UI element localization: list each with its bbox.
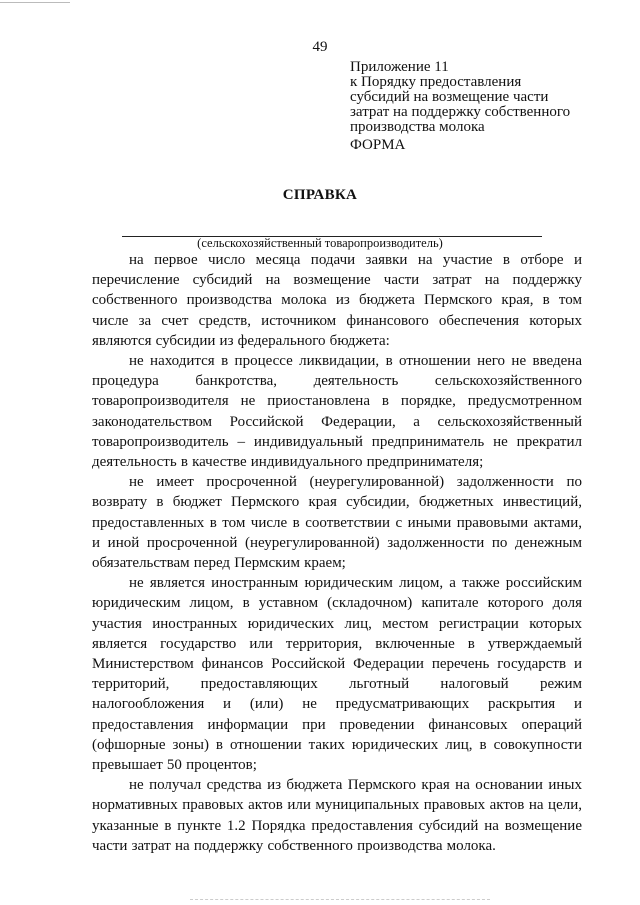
- page-number: 49: [312, 39, 328, 55]
- appendix-line: производства молока: [350, 119, 485, 135]
- appendix-reference: [350, 60, 600, 135]
- field-caption: (сельскохозяйственный товаропроизводитель): [197, 236, 443, 250]
- paragraph-intro: на первое число месяца подачи заявки на участие в отборе и перечисление субсидий на возмещение части затрат на поддержку собственного производства молока из бюджета Пермского края, в том числе за счет средств, источником финансового обеспечения которых являются субсидии из федерального бюджета:: [92, 252, 582, 349]
- paragraph-liquidation: не находится в процессе ликвидации, в отношении него не введена процедура банкротства, деятельность сельскохозяйственного товаропроизводителя не приостановлена в порядке, предусмотренном законодательством Российской Федерации, а сельскохозяйственный товаропроизводитель – индивидуальный предприниматель не прекратил деятельность в качестве индивидуального предпринимателя;: [92, 353, 582, 471]
- appendix-line: к Порядку предоставления: [350, 74, 522, 90]
- paragraph-other-funds: не получал средства из бюджета Пермского края на основании иных нормативных правовых актов или муниципальных правовых актов на цели, указанные в пункте 1.2 Порядка предоставления субсидий на возмещение части затрат на поддержку собственного производства молока.: [92, 777, 582, 854]
- scan-edge-mark: [0, 2, 70, 3]
- scan-edge-mark: [190, 899, 490, 900]
- form-label: ФОРМА: [350, 137, 406, 153]
- paragraph-debt: не имеет просроченной (неурегулированной) задолженности по возврату в бюджет Пермского края субсидии, бюджетных инвестиций, предоставленных в том числе в соответствии с иными правовыми актами, и иной просроченной (неурегулированной) задолженности по денежным обязательствам перед Пермским краем;: [92, 474, 582, 572]
- document-body: [92, 250, 582, 856]
- appendix-line: Приложение 11: [350, 59, 449, 75]
- appendix-line: субсидий на возмещение части: [350, 89, 549, 105]
- document-title: СПРАВКА: [282, 187, 358, 203]
- appendix-line: затрат на поддержку собственного: [350, 104, 571, 120]
- paragraph-foreign-entity: не является иностранным юридическим лицом, а также российским юридическим лицом, в уставном (складочном) капитале которого доля участия иностранных юридических лиц, местом регистрации которых является государство или территория, включенные в утверждаемый Министерством финансов Российской Федерации перечень государств и территорий, предоставляющих льготный налоговый режим налогообложения и (или) не предусматривающих раскрытия и предоставления информации при проведении финансовых операций (офшорные зоны) в отношении таких юридических лиц, в совокупности превышает 50 процентов;: [92, 575, 582, 774]
